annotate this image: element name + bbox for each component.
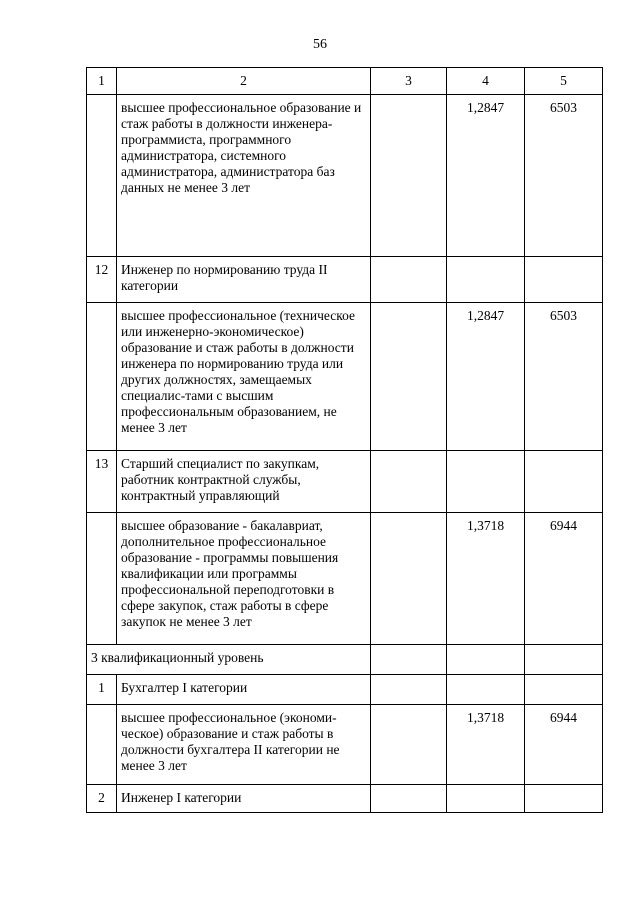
row-number xyxy=(87,303,117,451)
qualification-level-row xyxy=(87,645,603,675)
salary-value xyxy=(525,257,603,303)
coefficient-value: 1,3718 xyxy=(447,705,525,785)
col3-value xyxy=(371,303,447,451)
coefficient-value xyxy=(447,645,525,675)
coefficient-value xyxy=(447,785,525,813)
position-title: Инженер по нормированию труда II категории xyxy=(117,257,371,303)
row-number: 13 xyxy=(87,451,117,513)
table-row xyxy=(87,785,603,813)
header-cell-5: 5 xyxy=(525,68,603,95)
coefficient-value: 1,3718 xyxy=(447,513,525,645)
header-cell-1: 1 xyxy=(87,68,117,95)
coefficient-value: 1,2847 xyxy=(447,303,525,451)
requirement-text: высшее образование - бакалавриат, дополнительное профессиональное образование - программы повышения квалификации или программы профессиональной переподготовки в сфере закупок, стаж работы в сфере закупок не менее 3 лет xyxy=(117,513,371,645)
requirement-text: высшее профессиональное (техническое или инженерно-экономическое) образование и стаж работы в должности инженера по нормированию труда или других должностях, замещаемых специалис-тами с высшим профессиональным образованием, не менее 3 лет xyxy=(117,303,371,451)
table-row xyxy=(87,513,603,645)
col3-value xyxy=(371,705,447,785)
coefficient-value xyxy=(447,675,525,705)
coefficient-value xyxy=(447,451,525,513)
salary-value: 6944 xyxy=(525,705,603,785)
col3-value xyxy=(371,451,447,513)
row-number xyxy=(87,705,117,785)
row-number: 1 xyxy=(87,675,117,705)
row-number xyxy=(87,513,117,645)
page-number: 56 xyxy=(313,37,327,52)
col3-value xyxy=(371,95,447,257)
position-title: Старший специалист по закупкам, работник контрактной службы, контрактный управляющий xyxy=(117,451,371,513)
salary-value xyxy=(525,785,603,813)
col3-value xyxy=(371,675,447,705)
row-number: 2 xyxy=(87,785,117,813)
table-row xyxy=(87,257,603,303)
salary-value xyxy=(525,451,603,513)
row-number xyxy=(87,95,117,257)
position-title: Инженер I категории xyxy=(117,785,371,813)
header-cell-4: 4 xyxy=(447,68,525,95)
table-row xyxy=(87,95,603,257)
col3-value xyxy=(371,645,447,675)
table-row xyxy=(87,451,603,513)
table-row xyxy=(87,303,603,451)
requirement-text: высшее профессиональное образование и стаж работы в должности инженера-программиста, программного администратора, системного администратора, администратора баз данных не менее 3 лет xyxy=(117,95,371,257)
qualification-table xyxy=(86,67,603,813)
salary-value xyxy=(525,645,603,675)
salary-value: 6503 xyxy=(525,95,603,257)
row-number: 12 xyxy=(87,257,117,303)
col3-value xyxy=(371,257,447,303)
requirement-text: высшее профессиональное (экономи-ческое) образование и стаж работы в должности бухгалтера II категории не менее 3 лет xyxy=(117,705,371,785)
table-row xyxy=(87,705,603,785)
salary-value: 6944 xyxy=(525,513,603,645)
table-header-row xyxy=(87,68,603,95)
table-row xyxy=(87,675,603,705)
qualification-level-title: 3 квалификационный уровень xyxy=(87,645,371,675)
coefficient-value: 1,2847 xyxy=(447,95,525,257)
position-title: Бухгалтер I категории xyxy=(117,675,371,705)
salary-value xyxy=(525,675,603,705)
col3-value xyxy=(371,513,447,645)
coefficient-value xyxy=(447,257,525,303)
salary-value: 6503 xyxy=(525,303,603,451)
header-cell-2: 2 xyxy=(117,68,371,95)
col3-value xyxy=(371,785,447,813)
header-cell-3: 3 xyxy=(371,68,447,95)
